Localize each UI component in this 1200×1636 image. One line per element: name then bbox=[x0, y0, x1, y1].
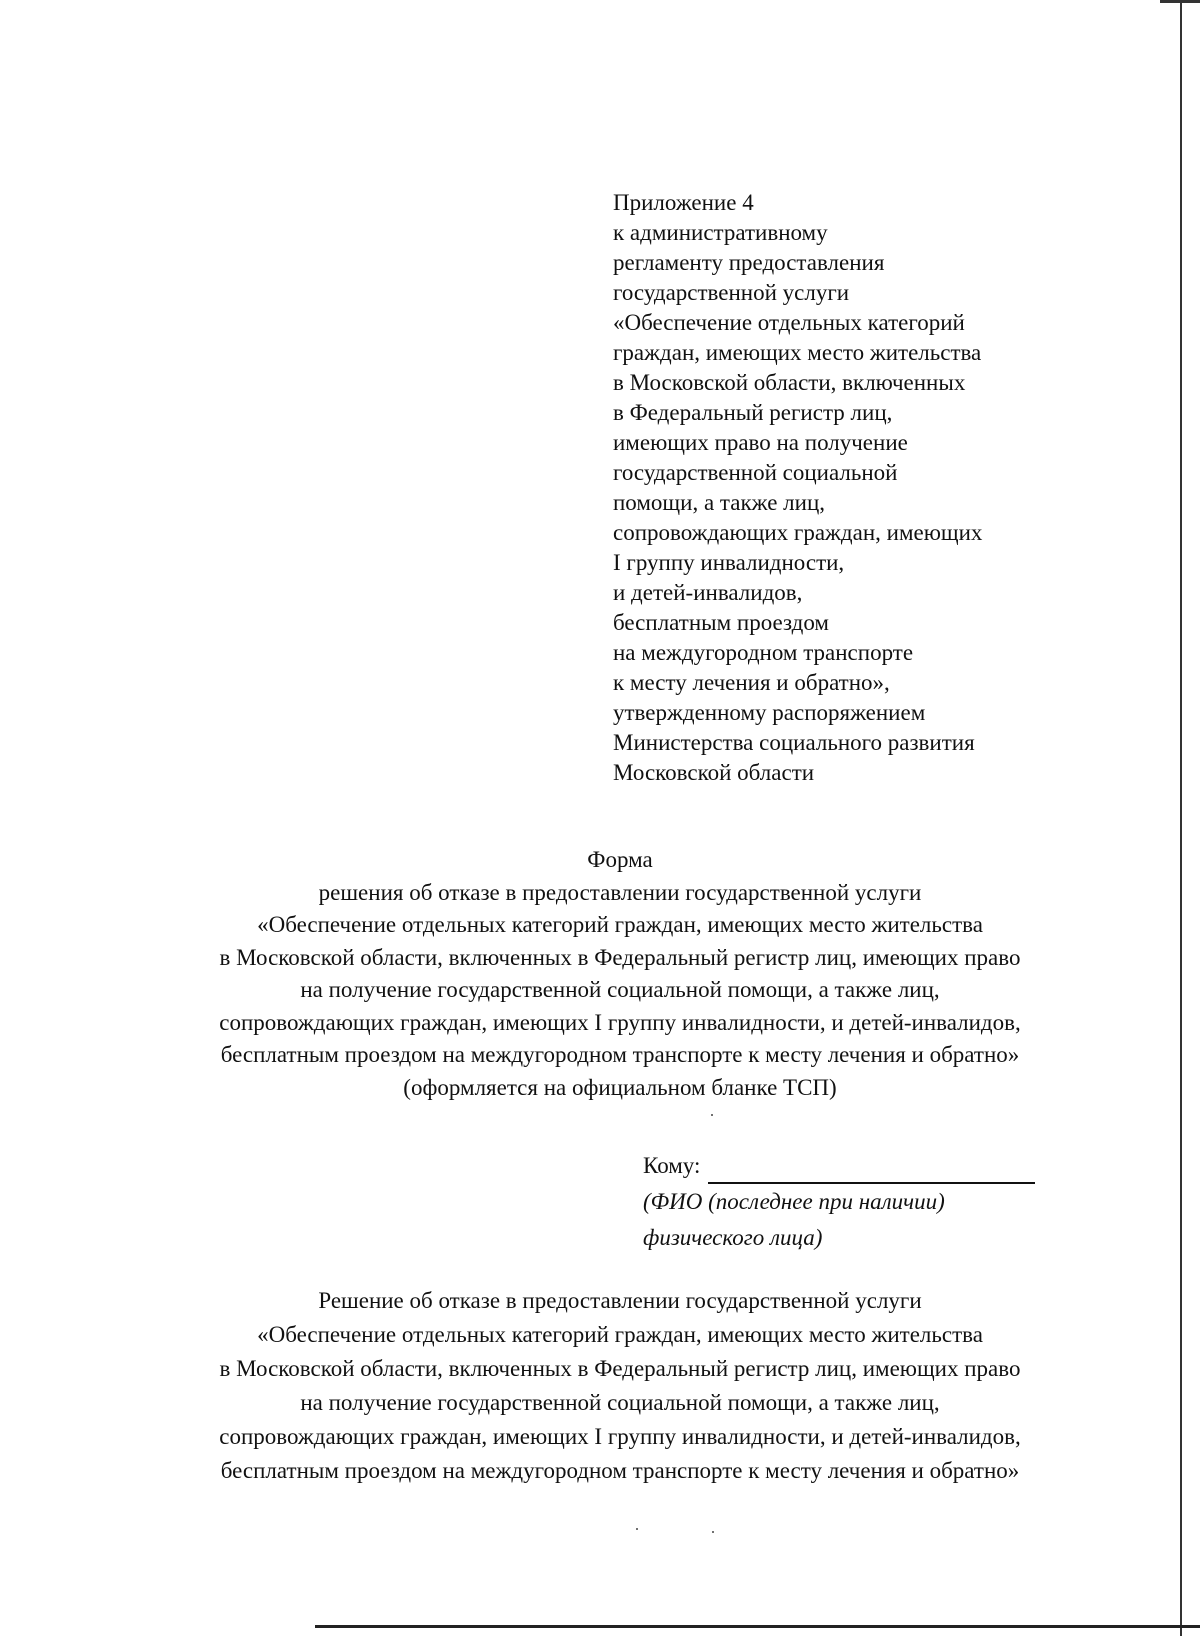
annex-line: граждан, имеющих место жительства bbox=[613, 340, 982, 365]
annex-header bbox=[613, 188, 1083, 788]
decision-title-line: Решение об отказе в предоставлении государственной услуги bbox=[318, 1288, 922, 1313]
decision-title-line: сопровождающих граждан, имеющих I группу инвалидности, и детей-инвалидов, bbox=[219, 1424, 1021, 1449]
annex-line: бесплатным проездом bbox=[613, 610, 829, 635]
annex-line: на междугородном транспорте bbox=[613, 640, 914, 665]
annex-line: сопровождающих граждан, имеющих bbox=[613, 520, 983, 545]
form-title-line: в Московской области, включенных в Федеральный регистр лиц, имеющих право bbox=[219, 944, 1021, 970]
decision-title-block bbox=[120, 1284, 1120, 1488]
scan-edge-line bbox=[1180, 0, 1182, 1636]
recipient-label: Кому: bbox=[643, 1153, 701, 1178]
annex-line: и детей-инвалидов, bbox=[613, 580, 803, 605]
scan-edge-line bbox=[1160, 0, 1200, 3]
recipient-blank-line bbox=[708, 1160, 1035, 1184]
annex-line: I группу инвалидности, bbox=[613, 550, 845, 575]
annex-line: «Обеспечение отдельных категорий bbox=[613, 310, 965, 335]
form-title-line: «Обеспечение отдельных категорий граждан, имеющих место жительства bbox=[257, 912, 983, 937]
form-title-block bbox=[120, 844, 1120, 1104]
annex-line: государственной социальной bbox=[613, 460, 898, 485]
decision-title-line: бесплатным проездом на междугородном транспорте к месту лечения и обратно» bbox=[220, 1458, 1020, 1483]
annex-line: утвержденному распоряжением bbox=[613, 700, 926, 725]
decision-title-line: на получение государственной социальной помощи, а также лиц, bbox=[300, 1390, 940, 1415]
annex-line: к административному bbox=[613, 220, 828, 245]
recipient-hint-line: (ФИО (последнее при наличии) bbox=[643, 1189, 945, 1214]
form-title-line: (оформляется на официальном бланке ТСП) bbox=[403, 1074, 837, 1100]
form-title-line: решения об отказе в предоставлении государственной услуги bbox=[318, 879, 922, 905]
scan-speck bbox=[712, 1531, 714, 1533]
annex-line: помощи, а также лиц, bbox=[613, 490, 826, 515]
form-title-line: сопровождающих граждан, имеющих I группу инвалидности, и детей-инвалидов, bbox=[219, 1009, 1021, 1035]
recipient-block bbox=[643, 1148, 1063, 1256]
form-title-line: Форма bbox=[587, 847, 653, 872]
annex-line: имеющих право на получение bbox=[613, 430, 908, 455]
recipient-hint-line: физического лица) bbox=[643, 1225, 823, 1250]
annex-line: государственной услуги bbox=[613, 280, 850, 305]
recipient-row bbox=[643, 1148, 1063, 1184]
annex-line: в Федеральный регистр лиц, bbox=[613, 400, 893, 425]
form-title-line: на получение государственной социальной помощи, а также лиц, bbox=[300, 977, 940, 1002]
scan-edge-line bbox=[315, 1625, 1200, 1628]
scan-speck bbox=[711, 1114, 713, 1116]
form-title-line: бесплатным проездом на междугородном транспорте к месту лечения и обратно» bbox=[220, 1042, 1020, 1067]
annex-line: к месту лечения и обратно», bbox=[613, 670, 890, 695]
decision-title-line: «Обеспечение отдельных категорий граждан, имеющих место жительства bbox=[257, 1322, 983, 1347]
annex-line: регламенту предоставления bbox=[613, 250, 885, 275]
annex-line: Министерства социального развития bbox=[613, 730, 975, 755]
annex-line: Приложение 4 bbox=[613, 190, 754, 215]
decision-title-line: в Московской области, включенных в Федеральный регистр лиц, имеющих право bbox=[219, 1356, 1021, 1381]
annex-line: в Московской области, включенных bbox=[613, 370, 966, 395]
annex-line: Московской области bbox=[613, 760, 815, 785]
scan-speck bbox=[636, 1528, 638, 1530]
